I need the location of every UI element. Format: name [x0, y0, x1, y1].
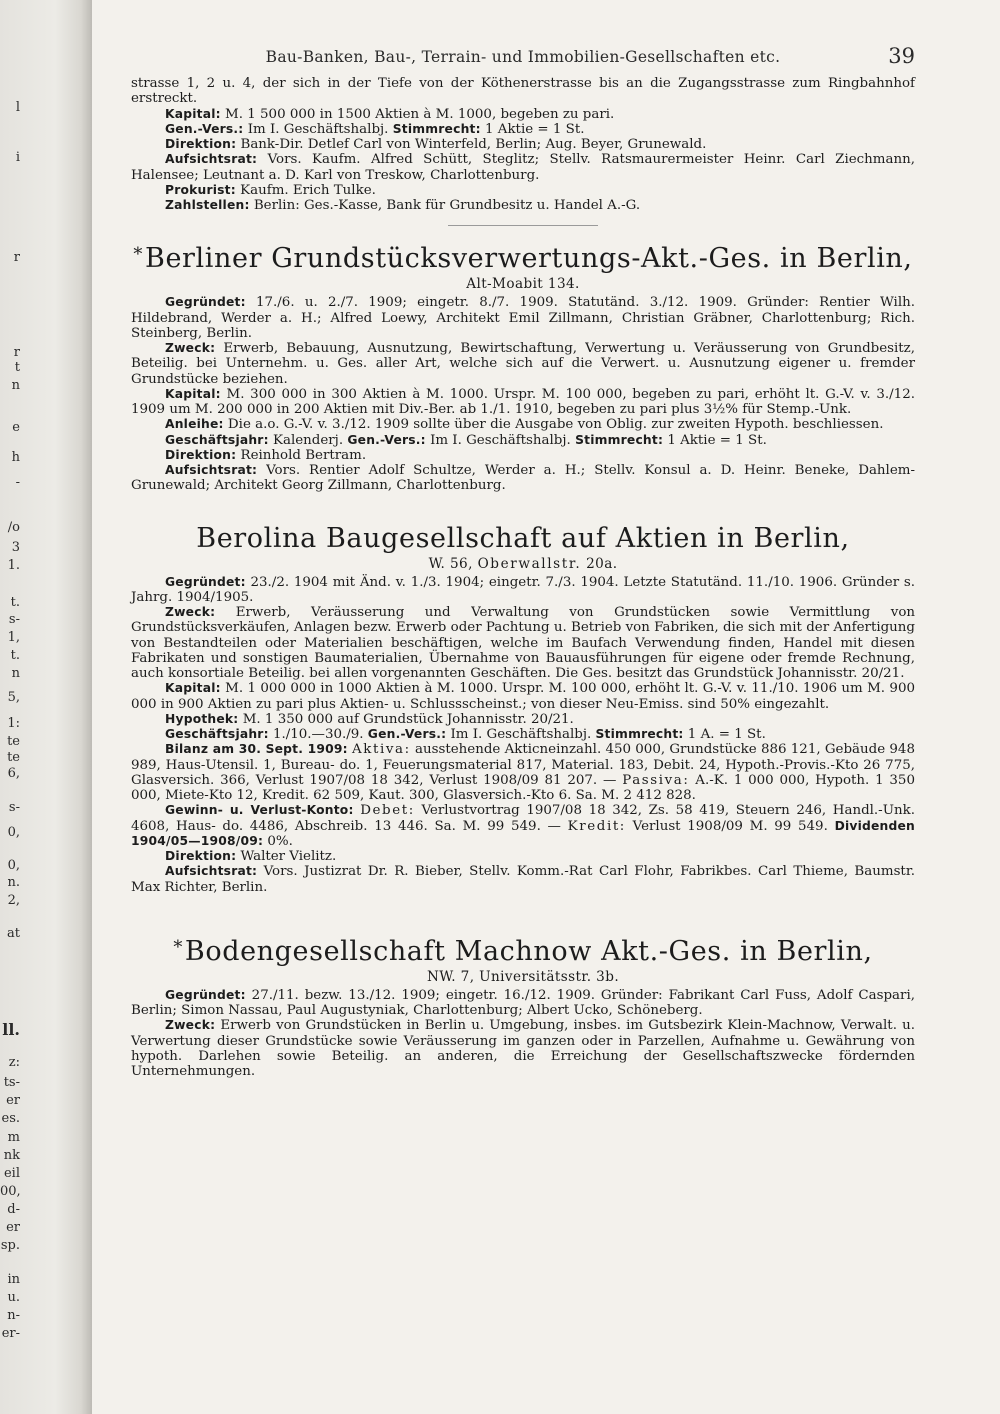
direktion-paragraph: Direktion: Bank-Dir. Detlef Carl von Winterfeld, Berlin; Aug. Beyer, Grunewald.	[165, 137, 707, 152]
gutter-fragment: l	[15, 100, 20, 115]
gewinn-verlust-paragraph: Gewinn- u. Verlust-Konto: Debet: Verlustvortrag 1907/08 18 342, Zs. 58 419, Steuern 246, Handl.-Unk. 4608, Haus- do. 4486, Abschreib. 13 446. Sa. M. 99 549. — Kredit: Verlust 1908/09 M. 99 549. Dividenden 1904/05—1908/09: 0%.	[131, 803, 916, 849]
company-heading: *Berliner Grundstücksverwertungs-Akt.-Ges. in Berlin,	[133, 243, 913, 275]
gutter-fragment: r	[13, 250, 20, 265]
page-content	[131, 44, 916, 1079]
direktion-paragraph: Direktion: Walter Vielitz.	[165, 849, 337, 864]
gutter-fragment: te	[7, 750, 20, 765]
gutter-fragment: 0,	[7, 858, 20, 873]
aufsichtsrat-paragraph: Aufsichtsrat: Vors. Rentier Adolf Schultze, Werder a. H.; Stellv. Konsul a. D. Heinr. Beneke, Dahlem-Grunewald; Architekt Georg Zillmann, Charlottenburg.	[131, 463, 915, 494]
gutter-fragment: ll.	[2, 1020, 20, 1039]
gutter-fragment: n	[11, 666, 20, 681]
gutter-fragment: sp.	[0, 1238, 20, 1253]
gutter-fragment: es.	[1, 1111, 20, 1126]
field-label: Direktion:	[165, 447, 237, 462]
zweck-paragraph: Zweck: Erwerb, Bebauung, Ausnutzung, Bewirtschaftung, Verwertung u. Veräusserung von Grundbesitz, Beteilig. bei Unternehm. u. Ges. aller Art, welche sich auf die Verwert. u. Ausnutzung eigener u. fremder Grundstücke beziehen.	[131, 341, 915, 387]
kapital-paragraph: Kapital: M. 300 000 in 300 Aktien à M. 1000. Urspr. M. 100 000, begeben zu pari, erhöht lt. G.-V. v. 3./12. 1909 um M. 200 000 in 200 Aktien mit Div.-Ber. ab 1./1. 1910, begeben zu pari plus 3½% für Stemp.-Unk.	[131, 386, 915, 417]
direktion-paragraph: Direktion: Reinhold Bertram.	[165, 447, 367, 463]
field-label: Zweck:	[165, 341, 216, 355]
gutter-fragment: 0,	[7, 825, 20, 840]
entry-intro: strasse 1, 2 u. 4, der sich in der Tiefe von der Köthenerstrasse bis an die Zugangsstrasse zum Ringbahnhof erstreckt.	[131, 76, 915, 107]
company-entry-berolina-baugesellschaft	[131, 522, 915, 895]
field-label: Aufsichtsrat:	[165, 864, 258, 879]
gutter-fragment: eil	[3, 1166, 20, 1181]
gutter-fragment: m	[7, 1130, 20, 1145]
bilanz-paragraph: Bilanz am 30. Sept. 1909: Aktiva: ausstehende Akticneinzahl. 450 000, Grundstücke 886 121, Gebäude 948 989, Haus-Utensil. 1, Bureau- do. 1, Feuerungsmaterial 817, Material. 183, Debit. 24, Hypoth.-Provis.-Kto 26 775, Glasversich. 366, Verlust 1907/08 18 342, Verlust 1908/09 81 207. — Passiva: A.-K. 1 000 000, Hypoth. 1 350 000, Miete-Kto 12, Kredit. 62 509, Kaut. 300, Glasversich.-Kto 6. Sa. M. 2 412 828.	[131, 742, 915, 803]
gutter-fragment: in	[7, 1272, 20, 1287]
gutter-fragment: u.	[7, 1290, 20, 1305]
gutter-fragment: e	[12, 420, 20, 435]
gegruendet-paragraph: Gegründet: 17./6. u. 2./7. 1909; eingetr. 8./7. 1909. Statutänd. 3./12. 1909. Gründer: Rentier Wilh. Hildebrand, Werder a. H.; Alfred Loewy, Architekt Emil Zillmann, Christian Gräbner, Charlottenburg; Rich. Steinberg, Berlin.	[131, 295, 915, 341]
gutter-fragment: te	[7, 734, 20, 749]
aufsichtsrat-paragraph: Aufsichtsrat: Vors. Kaufm. Alfred Schütt, Steglitz; Stellv. Ratsmaurermeister Heinr. Carl Ziechmann, Halensee; Leutnant a. D. Karl von Treskow, Charlottenburg.	[131, 152, 915, 183]
company-address: NW. 7, Universitätsstr. 3b.	[426, 968, 620, 985]
section-spacer	[131, 494, 915, 522]
kapital-paragraph: Kapital: M. 1 000 000 in 1000 Aktien à M. 1000. Urspr. M. 100 000, erhöht lt. G.-V. v. 11./10. 1906 um M. 900 000 in 900 Aktien zu pari plus Aktien- u. Schlussscheinst.; von dieser Neu-Emiss. sind 50% eingezahlt.	[131, 681, 915, 712]
field-label: Gegründet:	[165, 987, 246, 1002]
asterisk-marker: *	[173, 936, 183, 958]
field-label: Zweck:	[165, 1018, 216, 1033]
gutter-fragment: h	[11, 450, 20, 465]
sub-label: Debet:	[360, 803, 415, 819]
field-label: Stimmrecht:	[575, 432, 664, 447]
gutter-fragment: d-	[7, 1202, 20, 1217]
zahlstellen-paragraph: Zahlstellen: Berlin: Ges.-Kasse, Bank für Grundbesitz u. Handel A.-G.	[165, 198, 641, 213]
genvers-paragraph: Gen.-Vers.: Im I. Geschäftshalbj. Stimmrecht: 1 Aktie = 1 St.	[165, 121, 585, 137]
gutter-fragment: t.	[10, 595, 20, 610]
gutter-fragment: 6,	[7, 766, 20, 781]
field-label: Zahlstellen:	[165, 198, 250, 212]
sub-label: Kredit:	[567, 818, 626, 834]
section-divider	[448, 225, 598, 226]
gutter-fragment: 1.	[7, 558, 20, 573]
gegruendet-paragraph: Gegründet: 27./11. bezw. 13./12. 1909; eingetr. 16./12. 1909. Gründer: Fabrikant Carl Fuss, Adolf Caspari, Berlin; Simon Nassau, Paul Augustyniak, Charlottenburg; Albert Ucko, Schöneberg.	[131, 987, 915, 1018]
running-title: Bau-Banken, Bau-, Terrain- und Immobilien-Gesellschaften etc.	[265, 48, 781, 66]
gutter-fragment: s-	[8, 800, 20, 815]
field-label: Stimmrecht:	[392, 121, 481, 136]
sub-label: Aktiva:	[352, 742, 411, 758]
company-address: Alt-Moabit 134.	[466, 276, 580, 293]
gutter-fragment: n-	[7, 1308, 20, 1323]
field-label: Hypothek:	[165, 711, 239, 726]
gutter-fragment: r	[13, 345, 20, 360]
field-label: Gewinn- u. Verlust-Konto:	[165, 803, 354, 818]
company-entry-bodengesellschaft-machnow	[131, 931, 915, 1080]
company-heading: Berolina Baugesellschaft auf Aktien in Berlin,	[196, 522, 850, 554]
gutter-fragment: -	[15, 475, 20, 490]
field-label: Geschäftsjahr:	[165, 727, 269, 741]
gutter-fragment: n	[11, 378, 20, 393]
gutter-fragment: n.	[7, 875, 20, 890]
field-label: Kapital:	[165, 681, 221, 696]
gutter-fragment: nk	[3, 1148, 20, 1163]
gutter-fragment: t.	[10, 648, 20, 663]
field-label: Dividenden 1904/05—1908/09:	[131, 818, 916, 848]
gutter-fragment: t	[14, 360, 20, 375]
previous-entry-continuation	[131, 76, 915, 213]
prokurist-paragraph: Prokurist: Kaufm. Erich Tulke.	[165, 182, 376, 198]
zweck-paragraph: Zweck: Erwerb, Veräusserung und Verwaltung von Grundstücken sowie Vermittlung von Grundstücksverkäufen, Anlagen bezw. Erwerb oder Pachtung u. Betrieb von Fabriken, die sich mit der Anfertigung von Bestandteilen oder Materialien beschäftigen, welche im Baufach Verwendung finden, Handel mit diesen Fabrikaten und sonstigen Baumaterialien, Übernahme von Bauausführungen für eigene oder fremde Rechnung, auch konsortiale Beteilig. bei allen vorgenannten Geschäften. Die Ges. besitzt das Grundstück Johannisstr. 20/21.	[131, 605, 915, 681]
gutter-fragment: i	[15, 150, 20, 165]
hypothek-paragraph: Hypothek: M. 1 350 000 auf Grundstück Johannisstr. 20/21.	[165, 711, 574, 727]
aufsichtsrat-paragraph: Aufsichtsrat: Vors. Justizrat Dr. R. Bieber, Stellv. Komm.-Rat Carl Flohr, Fabrikbes. Carl Thieme, Baumstr. Max Richter, Berlin.	[131, 864, 916, 895]
company-heading: *Bodengesellschaft Machnow Akt.-Ges. in Berlin,	[173, 935, 873, 967]
field-label: Aufsichtsrat:	[165, 152, 258, 167]
field-label: Aufsichtsrat:	[165, 463, 258, 477]
gutter-fragment: 3	[11, 540, 20, 555]
anleihe-paragraph: Anleihe: Die a.o. G.-V. v. 3./12. 1909 sollte über die Ausgabe von Oblig. zur zweiten Hypoth. beschliessen.	[165, 417, 884, 433]
gutter-fragment: s-	[8, 612, 20, 627]
sub-label: Passiva:	[622, 772, 690, 788]
field-label: Zweck:	[165, 605, 216, 619]
field-label: Gen.-Vers.:	[367, 727, 447, 741]
company-entry-berliner-grundstuecksverwertung	[131, 238, 915, 493]
field-label: Kapital:	[165, 386, 221, 401]
gutter-fragment: 00,	[0, 1184, 21, 1199]
section-spacer	[131, 895, 915, 931]
geschaeftsjahr-paragraph: Geschäftsjahr: Kalenderj. Gen.-Vers.: Im I. Geschäftshalbj. Stimmrecht: 1 Aktie = 1 St.	[165, 432, 767, 448]
field-label: Bilanz am 30. Sept. 1909:	[165, 742, 348, 757]
field-label: Geschäftsjahr:	[165, 432, 269, 447]
gutter-fragment: /o	[7, 520, 20, 535]
field-label: Gen.-Vers.:	[347, 432, 426, 447]
company-address: W. 56, Oberwallstr. 20a.	[428, 555, 618, 572]
field-label: Gegründet:	[165, 574, 246, 589]
gutter-fragment: z:	[8, 1055, 20, 1070]
gegruendet-paragraph: Gegründet: 23./2. 1904 mit Änd. v. 1./3. 1904; eingetr. 7./3. 1904. Letzte Statutänd. 11./10. 1906. Gründer s. Jahrg. 1904/1905.	[131, 574, 915, 605]
field-label: Stimmrecht:	[595, 727, 684, 741]
gutter-fragment: 2,	[7, 893, 20, 908]
field-label: Prokurist:	[165, 182, 236, 197]
gutter-fragment: er	[6, 1220, 20, 1235]
running-header	[131, 44, 915, 76]
gutter-fragment: er-	[1, 1326, 20, 1341]
geschaeftsjahr-paragraph: Geschäftsjahr: 1./10.—30./9. Gen.-Vers.: Im I. Geschäftshalbj. Stimmrecht: 1 A. = 1 St.	[165, 727, 766, 742]
field-label: Direktion:	[165, 137, 237, 151]
gutter-fragment: ts-	[3, 1075, 20, 1090]
gutter-fragment: 1:	[7, 716, 20, 731]
field-label: Anleihe:	[165, 417, 224, 432]
gutter-fragment: er	[6, 1093, 20, 1108]
gutter-fragment: 1,	[7, 630, 20, 645]
gutter-fragment: at	[7, 926, 20, 941]
kapital-paragraph: Kapital: M. 1 500 000 in 1500 Aktien à M. 1000, begeben zu pari.	[165, 106, 615, 122]
field-label: Direktion:	[165, 849, 237, 863]
zweck-paragraph: Zweck: Erwerb von Grundstücken in Berlin u. Umgebung, insbes. im Gutsbezirk Klein-Machnow, Verwalt. u. Verwertung dieser Grundstücke sowie Veräusserung im ganzen oder in Parzellen, Aufnahme u. Gewährung von hypoth. Darlehen sowie Beteilig. an anderen, die Erreichung der Gesellschaftszwecke fördernden Unternehmungen.	[131, 1018, 915, 1079]
field-label: Gegründet:	[165, 295, 246, 310]
field-label: Kapital:	[165, 106, 221, 121]
field-label: Gen.-Vers.:	[165, 121, 244, 136]
asterisk-marker: *	[133, 244, 143, 266]
page-number: 39	[888, 44, 915, 68]
gutter-fragment: 5,	[7, 690, 20, 705]
